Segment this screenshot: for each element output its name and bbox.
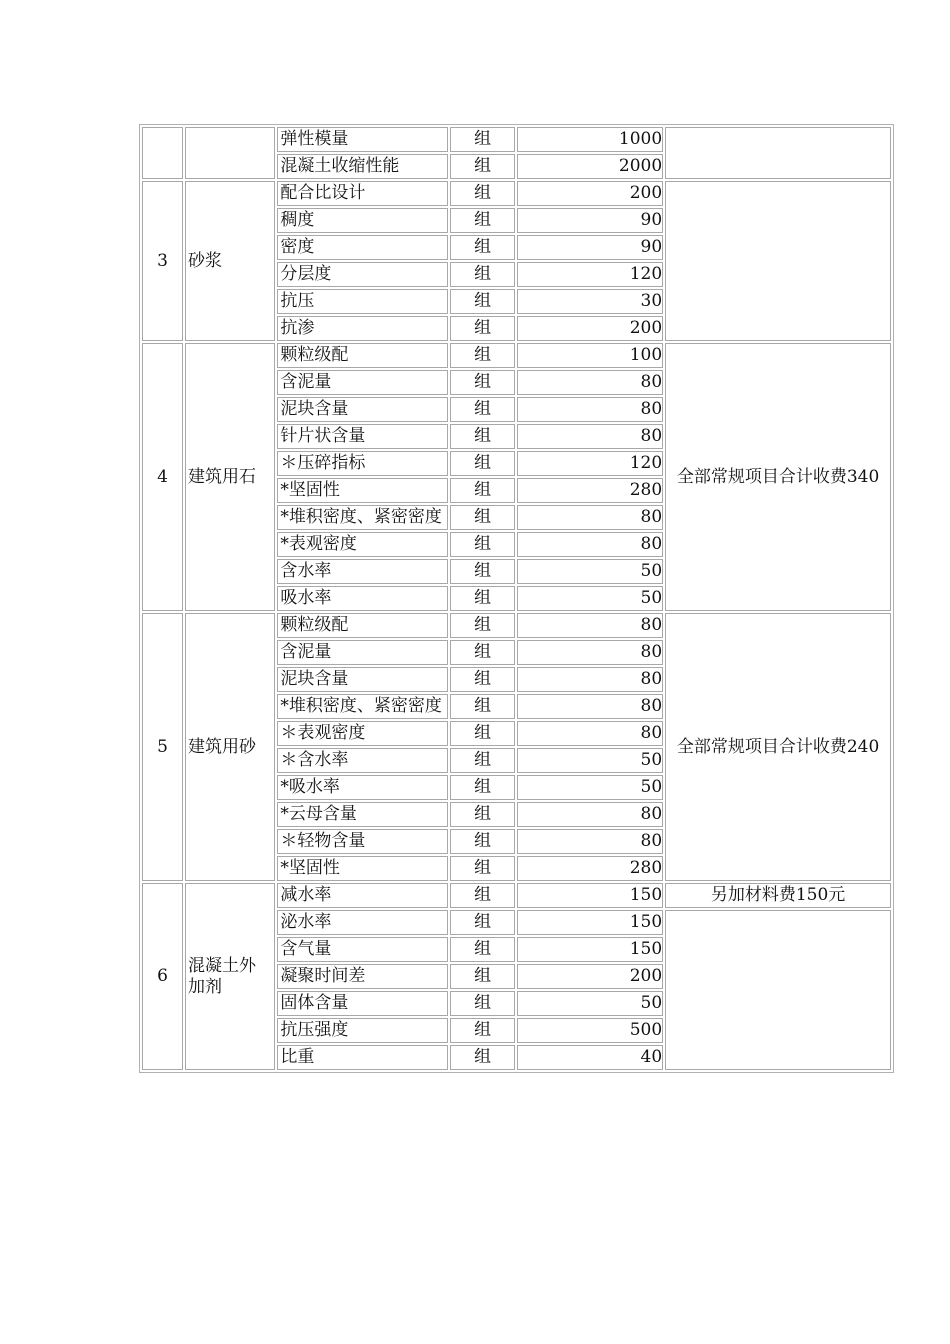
item-unit: 组 bbox=[450, 397, 516, 422]
item-name: 含泥量 bbox=[277, 640, 447, 665]
item-name: ＊压碎指标 bbox=[277, 451, 447, 476]
group-number: 6 bbox=[142, 883, 183, 1070]
item-name: 减水率 bbox=[277, 883, 447, 908]
item-unit: 组 bbox=[450, 775, 516, 800]
group-category bbox=[185, 127, 275, 179]
item-price: 80 bbox=[517, 640, 663, 665]
item-unit: 组 bbox=[450, 181, 516, 206]
group-number bbox=[142, 127, 183, 179]
item-unit: 组 bbox=[450, 1018, 516, 1043]
table-row bbox=[142, 127, 891, 152]
item-name: *表观密度 bbox=[277, 532, 447, 557]
item-price: 80 bbox=[517, 613, 663, 638]
item-unit: 组 bbox=[450, 208, 516, 233]
group-number: 4 bbox=[142, 343, 183, 611]
item-price: 2000 bbox=[517, 154, 663, 179]
item-price: 200 bbox=[517, 964, 663, 989]
item-price: 120 bbox=[517, 262, 663, 287]
item-price: 50 bbox=[517, 559, 663, 584]
item-price: 80 bbox=[517, 505, 663, 530]
item-name: 稠度 bbox=[277, 208, 447, 233]
item-price: 200 bbox=[517, 181, 663, 206]
item-price: 80 bbox=[517, 829, 663, 854]
item-unit: 组 bbox=[450, 748, 516, 773]
item-unit: 组 bbox=[450, 964, 516, 989]
item-name: 泌水率 bbox=[277, 910, 447, 935]
item-name: *坚固性 bbox=[277, 856, 447, 881]
item-price: 40 bbox=[517, 1045, 663, 1070]
item-unit: 组 bbox=[450, 586, 516, 611]
item-name: 抗压 bbox=[277, 289, 447, 314]
group-category: 混凝土外加剂 bbox=[185, 883, 275, 1070]
item-price: 80 bbox=[517, 721, 663, 746]
item-name: ＊表观密度 bbox=[277, 721, 447, 746]
group-note bbox=[665, 910, 891, 1070]
group-category: 建筑用石 bbox=[185, 343, 275, 611]
item-price: 50 bbox=[517, 775, 663, 800]
item-name: *堆积密度、紧密密度 bbox=[277, 694, 447, 719]
item-price: 80 bbox=[517, 370, 663, 395]
item-unit: 组 bbox=[450, 532, 516, 557]
table-row bbox=[142, 343, 891, 368]
item-price: 280 bbox=[517, 856, 663, 881]
item-price: 150 bbox=[517, 937, 663, 962]
item-price: 80 bbox=[517, 694, 663, 719]
item-name: 含气量 bbox=[277, 937, 447, 962]
item-price: 30 bbox=[517, 289, 663, 314]
group-note bbox=[665, 127, 891, 179]
item-unit: 组 bbox=[450, 289, 516, 314]
item-unit: 组 bbox=[450, 262, 516, 287]
item-name: 泥块含量 bbox=[277, 667, 447, 692]
item-name: 含水率 bbox=[277, 559, 447, 584]
item-price: 80 bbox=[517, 802, 663, 827]
item-unit: 组 bbox=[450, 370, 516, 395]
item-unit: 组 bbox=[450, 721, 516, 746]
group-category: 砂浆 bbox=[185, 181, 275, 341]
item-unit: 组 bbox=[450, 937, 516, 962]
item-name: 泥块含量 bbox=[277, 397, 447, 422]
item-price: 50 bbox=[517, 991, 663, 1016]
item-price: 80 bbox=[517, 667, 663, 692]
group-number: 5 bbox=[142, 613, 183, 881]
item-price: 50 bbox=[517, 748, 663, 773]
item-price: 150 bbox=[517, 883, 663, 908]
item-price: 1000 bbox=[517, 127, 663, 152]
item-price: 100 bbox=[517, 343, 663, 368]
item-unit: 组 bbox=[450, 991, 516, 1016]
group-note: 全部常规项目合计收费340 bbox=[665, 343, 891, 611]
item-unit: 组 bbox=[450, 1045, 516, 1070]
item-name: ＊轻物含量 bbox=[277, 829, 447, 854]
item-unit: 组 bbox=[450, 883, 516, 908]
item-unit: 组 bbox=[450, 451, 516, 476]
item-unit: 组 bbox=[450, 640, 516, 665]
item-unit: 组 bbox=[450, 127, 516, 152]
table-row bbox=[142, 883, 891, 908]
item-price: 500 bbox=[517, 1018, 663, 1043]
item-name: *云母含量 bbox=[277, 802, 447, 827]
item-price: 80 bbox=[517, 532, 663, 557]
item-unit: 组 bbox=[450, 802, 516, 827]
table-row bbox=[142, 613, 891, 638]
item-price: 150 bbox=[517, 910, 663, 935]
item-name: 配合比设计 bbox=[277, 181, 447, 206]
group-category: 建筑用砂 bbox=[185, 613, 275, 881]
item-unit: 组 bbox=[450, 856, 516, 881]
group-note: 全部常规项目合计收费240 bbox=[665, 613, 891, 881]
item-unit: 组 bbox=[450, 235, 516, 260]
group-note bbox=[665, 181, 891, 341]
item-unit: 组 bbox=[450, 559, 516, 584]
item-unit: 组 bbox=[450, 829, 516, 854]
item-name: 针片状含量 bbox=[277, 424, 447, 449]
item-name: ＊含水率 bbox=[277, 748, 447, 773]
fee-table bbox=[139, 124, 894, 1073]
group-number: 3 bbox=[142, 181, 183, 341]
item-price: 90 bbox=[517, 235, 663, 260]
item-unit: 组 bbox=[450, 505, 516, 530]
item-price: 120 bbox=[517, 451, 663, 476]
item-unit: 组 bbox=[450, 424, 516, 449]
item-name: 颗粒级配 bbox=[277, 343, 447, 368]
item-name: 混凝土收缩性能 bbox=[277, 154, 447, 179]
item-unit: 组 bbox=[450, 667, 516, 692]
item-unit: 组 bbox=[450, 343, 516, 368]
item-name: 分层度 bbox=[277, 262, 447, 287]
item-price: 80 bbox=[517, 397, 663, 422]
item-price: 80 bbox=[517, 424, 663, 449]
item-name: 吸水率 bbox=[277, 586, 447, 611]
item-name: 抗压强度 bbox=[277, 1018, 447, 1043]
item-name: 弹性模量 bbox=[277, 127, 447, 152]
item-name: *坚固性 bbox=[277, 478, 447, 503]
group-note: 另加材料费150元 bbox=[665, 883, 891, 908]
item-price: 90 bbox=[517, 208, 663, 233]
item-price: 280 bbox=[517, 478, 663, 503]
item-unit: 组 bbox=[450, 154, 516, 179]
item-unit: 组 bbox=[450, 316, 516, 341]
item-name: 比重 bbox=[277, 1045, 447, 1070]
item-name: 抗渗 bbox=[277, 316, 447, 341]
item-name: 颗粒级配 bbox=[277, 613, 447, 638]
item-name: 固体含量 bbox=[277, 991, 447, 1016]
table-row bbox=[142, 181, 891, 206]
item-unit: 组 bbox=[450, 910, 516, 935]
item-unit: 组 bbox=[450, 613, 516, 638]
item-unit: 组 bbox=[450, 478, 516, 503]
item-name: 凝聚时间差 bbox=[277, 964, 447, 989]
item-name: 密度 bbox=[277, 235, 447, 260]
item-name: 含泥量 bbox=[277, 370, 447, 395]
item-unit: 组 bbox=[450, 694, 516, 719]
item-name: *吸水率 bbox=[277, 775, 447, 800]
item-name: *堆积密度、紧密密度 bbox=[277, 505, 447, 530]
item-price: 50 bbox=[517, 586, 663, 611]
item-price: 200 bbox=[517, 316, 663, 341]
